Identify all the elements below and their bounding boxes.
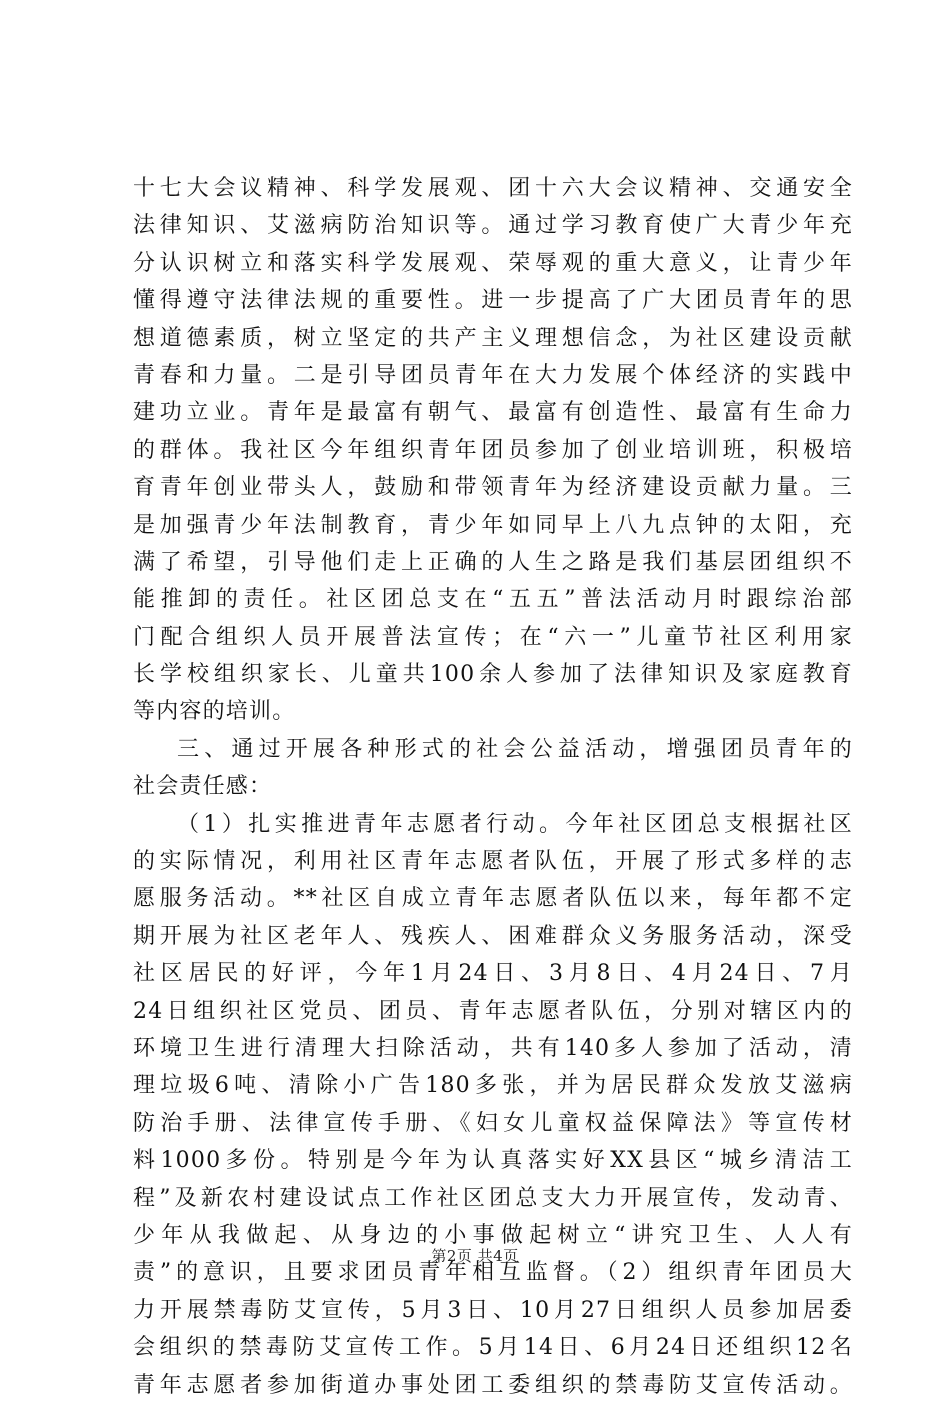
text-line: 三、通过开展各种形式的社会公益活动，增强团员青年的 [177, 736, 853, 762]
text-line: 责”的意识，且要求团员青年相互监督。（2）组织青年团员大 [133, 1260, 853, 1286]
text-line: （1）扎实推进青年志愿者行动。今年社区团总支根据社区 [177, 811, 853, 837]
body-text [133, 170, 853, 1404]
text-line: 能推卸的责任。社区团总支在“五五”普法活动月时跟综治部 [133, 587, 853, 613]
text-line: 的群体。我社区今年组织青年团员参加了创业培训班，积极培 [133, 437, 853, 463]
text-line: 法律知识、艾滋病防治知识等。通过学习教育使广大青少年充 [133, 213, 853, 239]
text-line: 期开展为社区老年人、残疾人、困难群众义务服务活动，深受 [133, 923, 853, 949]
text-line: 青春和力量。二是引导团员青年在大力发展个体经济的实践中 [133, 362, 853, 388]
text-line: 程”及新农村建设试点工作社区团总支大力开展宣传，发动青、 [133, 1185, 853, 1211]
text-line: 防治手册、法律宣传手册、《妇女儿童权益保障法》等宣传材 [133, 1110, 853, 1136]
text-line: 的实际情况，利用社区青年志愿者队伍，开展了形式多样的志 [133, 849, 853, 875]
text-line: 想道德素质，树立坚定的共产主义理想信念，为社区建设贡献 [133, 325, 853, 351]
page-footer: 第2页 共4页 [431, 1247, 519, 1265]
text-line: 是加强青少年法制教育，青少年如同早上八九点钟的太阳，充 [133, 512, 853, 538]
text-line: 青年志愿者参加街道办事处团工委组织的禁毒防艾宣传活动。 [133, 1372, 853, 1398]
text-line: 社区居民的好评，今年1月24日、3月8日、4月24日、7月 [133, 961, 853, 987]
text-line: 会组织的禁毒防艾宣传工作。5月14日、6月24日还组织12名 [133, 1335, 853, 1361]
text-line: 社会责任感： [133, 774, 273, 800]
text-line: 分认识树立和落实科学发展观、荣辱观的重大意义，让青少年 [133, 250, 853, 276]
text-line: 等内容的培训。 [133, 699, 296, 725]
text-line: 门配合组织人员开展普法宣传；在“六一”儿童节社区利用家 [133, 624, 853, 650]
text-line: 育青年创业带头人，鼓励和带领青年为经济建设贡献力量。三 [133, 475, 853, 501]
text-line: 懂得遵守法律法规的重要性。进一步提高了广大团员青年的思 [133, 288, 853, 314]
text-line: 24日组织社区党员、团员、青年志愿者队伍，分别对辖区内的 [133, 998, 853, 1024]
text-line: 愿服务活动。**社区自成立青年志愿者队伍以来，每年都不定 [133, 886, 853, 912]
text-line: 少年从我做起、从身边的小事做起树立“讲究卫生、人人有 [133, 1222, 853, 1248]
text-line: 料1000多份。特别是今年为认真落实好XX县区“城乡清洁工 [133, 1148, 853, 1174]
text-line: 环境卫生进行清理大扫除活动，共有140多人参加了活动，清 [133, 1035, 853, 1061]
text-line: 长学校组织家长、儿童共100余人参加了法律知识及家庭教育 [133, 662, 853, 688]
text-line: 十七大会议精神、科学发展观、团十六大会议精神、交通安全 [133, 176, 853, 201]
text-line: 建功立业。青年是最富有朝气、最富有创造性、最富有生命力 [133, 400, 853, 426]
text-line: 满了希望，引导他们走上正确的人生之路是我们基层团组织不 [133, 549, 853, 575]
text-line: 理垃圾6吨、清除小广告180多张，并为居民群众发放艾滋病 [133, 1073, 853, 1099]
text-line: 力开展禁毒防艾宣传，5月3日、10月27日组织人员参加居委 [133, 1297, 853, 1323]
